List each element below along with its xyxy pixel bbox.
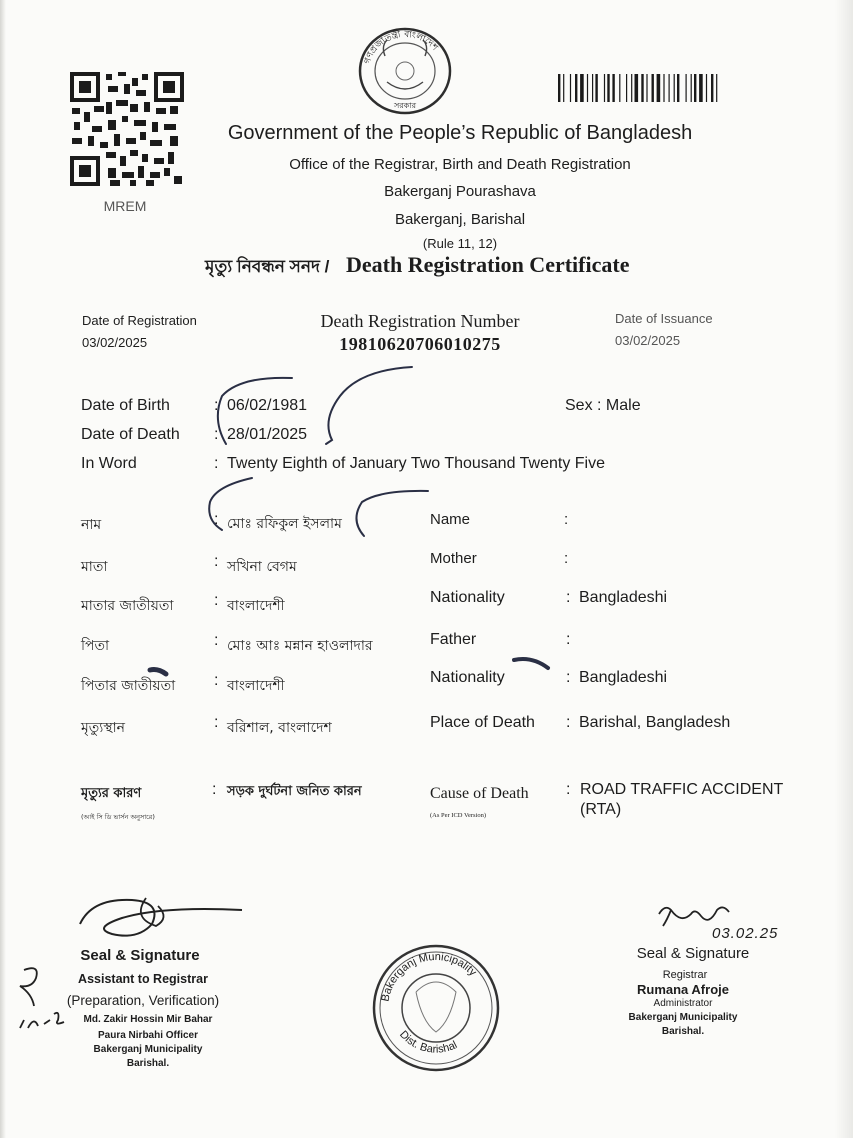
father-value-bn: মোঃ আঃ মন্নান হাওলাদার xyxy=(227,638,373,654)
date-of-registration-label: Date of Registration xyxy=(82,313,197,328)
mother-value-bn: সখিনা বেগম xyxy=(227,559,297,575)
cause-of-death-label-en: Cause of Death xyxy=(430,785,529,802)
svg-text:Dist. Barishal xyxy=(397,1029,459,1056)
left-stamp-place: Barishal. xyxy=(126,1058,170,1069)
name-value-bn: মোঃ রফিকুল ইসলাম xyxy=(227,516,342,532)
rule-reference: (Rule 11, 12) xyxy=(422,236,498,251)
mother-nationality-label-bn: মাতার জাতীয়তা xyxy=(81,598,174,614)
right-stamp-name: Rumana Afroje xyxy=(637,982,729,997)
municipality-seal xyxy=(370,942,502,1074)
right-stamp-role: Registrar xyxy=(662,969,708,981)
left-role: Assistant to Registrar xyxy=(78,972,208,986)
mother-label-bn: মাতা xyxy=(81,559,108,575)
place-of-death-colon: : xyxy=(214,714,219,731)
cause-of-death-value-bn: সড়ক দুর্ঘটনা জনিত কারন xyxy=(227,784,362,799)
right-seal-title: Seal & Signature xyxy=(636,945,750,962)
father-label-en: Father xyxy=(430,631,477,648)
date-of-issuance-value: 03/02/2025 xyxy=(615,333,681,348)
father-nationality-value-bn: বাংলাদেশী xyxy=(227,678,285,694)
registration-number-value: 19810620706010275 xyxy=(339,334,501,354)
father-nationality-label-en: Nationality xyxy=(430,669,505,686)
assistant-signature xyxy=(72,888,252,948)
office-title: Office of the Registrar, Birth and Death Registration xyxy=(289,156,631,173)
right-stamp-title: Administrator xyxy=(653,998,713,1009)
sex-value: Sex : Male xyxy=(565,397,641,414)
location-name: Bakerganj, Barishal xyxy=(394,211,526,228)
emblem-text-bottom: সরকার xyxy=(393,101,417,110)
place-of-death-label-en: Place of Death xyxy=(430,714,535,731)
pourashava-name: Bakerganj Pourashava xyxy=(384,183,536,200)
name-en-colon: : xyxy=(564,511,569,528)
father-nationality-en-colon: : xyxy=(566,669,571,686)
left-role-detail: (Preparation, Verification) xyxy=(66,993,220,1008)
mother-nationality-value-en: Bangladeshi xyxy=(579,589,668,606)
dob-value: 06/02/1981 xyxy=(227,397,308,414)
cause-en-colon: : xyxy=(566,781,571,798)
mother-nationality-colon: : xyxy=(214,592,219,609)
registrar-date: 03.02.25 xyxy=(712,925,779,942)
left-stamp-role: Paura Nirbahi Officer xyxy=(97,1030,199,1041)
father-colon: : xyxy=(214,632,219,649)
name-label-bn: নাম xyxy=(81,517,102,533)
mother-nationality-value-bn: বাংলাদেশী xyxy=(227,598,285,614)
certificate-title-bn: মৃত্যু নিবন্ধন সনদ / xyxy=(205,257,330,276)
cause-of-death-value-en-line2: (RTA) xyxy=(580,801,622,818)
inword-colon: : xyxy=(214,455,219,472)
place-of-death-value-bn: বরিশাল, বাংলাদেশ xyxy=(227,720,332,736)
svg-text:Bakerganj Municipality xyxy=(379,951,479,1003)
seal-text-bottom: Dist. Barishal xyxy=(397,1028,460,1056)
qr-label: MREM xyxy=(103,198,147,214)
mother-en-colon: : xyxy=(564,550,569,567)
place-of-death-label-bn: মৃত্যুস্থান xyxy=(81,720,126,736)
dod-label: Date of Death xyxy=(81,426,180,443)
right-stamp-place: Barishal. xyxy=(661,1026,705,1037)
seal-text-top: Bakerganj Municipality xyxy=(379,950,479,1003)
father-nationality-label-bn: পিতার জাতীয়তা xyxy=(81,678,176,694)
cause-note-bn: (আই সি ডি ভার্সন অনুসারে) xyxy=(81,813,155,821)
father-nationality-colon: : xyxy=(214,672,219,689)
mother-colon: : xyxy=(214,553,219,570)
name-label-en: Name xyxy=(430,511,471,528)
place-of-death-value-en: Barishal, Bangladesh xyxy=(579,714,731,731)
mother-label-en: Mother xyxy=(430,550,477,567)
left-stamp-name: Md. Zakir Hossin Mir Bahar xyxy=(83,1014,213,1025)
dob-colon: : xyxy=(214,397,219,414)
cause-colon: : xyxy=(212,781,217,798)
cause-of-death-value-en-line1: ROAD TRAFFIC ACCIDENT xyxy=(580,781,784,798)
date-of-registration-value: 03/02/2025 xyxy=(82,335,148,350)
certificate-title-en: Death Registration Certificate xyxy=(346,252,630,277)
date-of-issuance-label: Date of Issuance xyxy=(615,311,713,326)
government-title: Government of the People’s Republic of Bangladesh xyxy=(227,122,693,144)
mother-nationality-en-colon: : xyxy=(566,589,571,606)
left-seal-title: Seal & Signature xyxy=(80,947,200,964)
name-colon: : xyxy=(214,511,219,528)
inword-label: In Word xyxy=(81,455,137,472)
left-stamp-office: Bakerganj Municipality xyxy=(93,1044,203,1055)
cause-note-en: (As Per ICD Version) xyxy=(430,812,487,819)
cause-of-death-label-bn: মৃত্যুর কারণ xyxy=(81,786,142,801)
dod-colon: : xyxy=(214,426,219,443)
left-handwritten-mark xyxy=(14,964,84,1044)
right-stamp-office: Bakerganj Municipality xyxy=(628,1012,738,1023)
inword-value: Twenty Eighth of January Two Thousand Twenty Five xyxy=(227,455,605,472)
dod-value: 28/01/2025 xyxy=(227,426,308,443)
place-of-death-en-colon: : xyxy=(566,714,571,731)
registration-number-label: Death Registration Number xyxy=(320,311,520,331)
father-label-bn: পিতা xyxy=(81,638,110,654)
dob-label: Date of Birth xyxy=(81,397,170,414)
emblem-text-top: গণপ্রজাতন্ত্রী বাংলাদেশ xyxy=(362,29,440,66)
mother-nationality-label-en: Nationality xyxy=(430,589,505,606)
father-en-colon: : xyxy=(566,631,571,648)
father-nationality-value-en: Bangladeshi xyxy=(579,669,668,686)
